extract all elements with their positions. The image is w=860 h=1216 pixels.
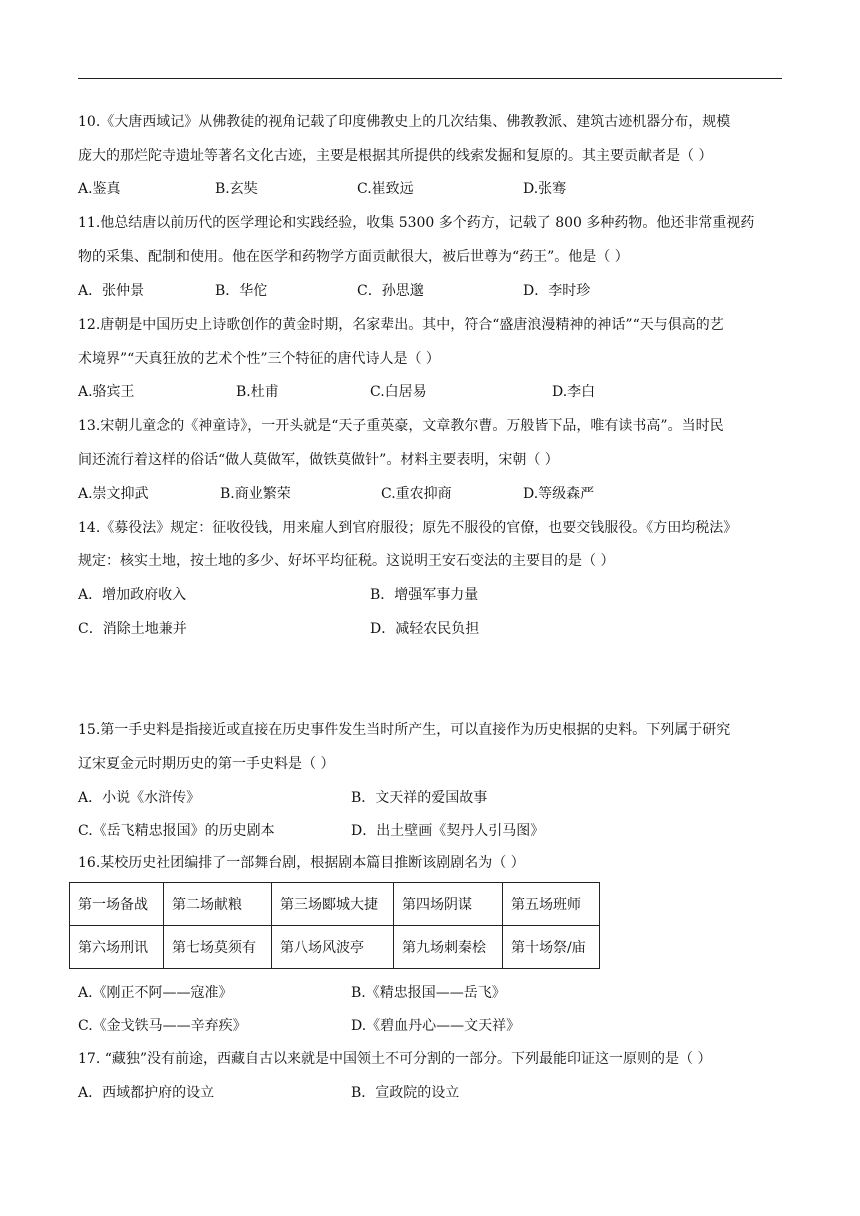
question-15-option-c[interactable]: C.《岳飞精忠报国》的历史剧本 (78, 823, 275, 839)
question-11-option-d[interactable]: D．李时珍 (523, 283, 591, 299)
question-10-text-line-1: 10.《大唐西域记》从佛教徒的视角记载了印度佛教史上的几次结集、佛教教派、建筑古迹机器分布，规模 (78, 114, 731, 130)
question-10-option-d[interactable]: D.张骞 (523, 181, 567, 197)
table-cell: 第十场祭/庙 (503, 926, 600, 969)
question-16-option-b[interactable]: B.《精忠报国——岳飞》 (351, 985, 506, 1001)
question-11-text-line-1: 11.他总结唐以前历代的医学理论和实践经验，收集 5300 多个药方，记载了 800 多种药物。他还非常重视药 (78, 215, 755, 231)
table-cell: 第二场献粮 (164, 883, 272, 926)
question-10-text-line-2: 庞大的那烂陀寺遗址等著名文化古迹，主要是根据其所提供的线索发掘和复原的。其主要贡献者是（ ） (78, 148, 713, 164)
question-11-option-c[interactable]: C．孙思邈 (357, 283, 424, 299)
table-cell: 第六场刑讯 (70, 926, 164, 969)
table-cell: 第四场阴谋 (394, 883, 503, 926)
question-16-option-d[interactable]: D.《碧血丹心——文天祥》 (351, 1018, 521, 1034)
play-scenes-table (69, 882, 600, 969)
question-13-option-a[interactable]: A.崇文抑武 (78, 486, 149, 502)
header-rule (78, 78, 782, 79)
table-cell: 第三场郾城大捷 (272, 883, 394, 926)
table-cell: 第七场莫须有 (164, 926, 272, 969)
question-11-text-line-2: 物的采集、配制和使用。他在医学和药物学方面贡献很大，被后世尊为“药王”。他是（ ） (78, 249, 629, 265)
question-13-text-line-1: 13.宋朝儿童念的《神童诗》，一开头就是“天子重英豪，文章教尔曹。万般皆下品，唯有读书高”。当时民 (78, 418, 724, 434)
question-16-text-line-1: 16.某校历史社团编排了一部舞台剧，根据剧本篇目推断该剧剧名为（ ） (78, 855, 525, 871)
question-15-option-d[interactable]: D．出土壁画《契丹人引马图》 (351, 823, 545, 839)
question-12-option-a[interactable]: A.骆宾王 (78, 384, 135, 400)
question-14-option-c[interactable]: C．消除土地兼并 (78, 621, 187, 637)
question-12-option-c[interactable]: C.白居易 (370, 384, 427, 400)
table-cell: 第五场班师 (503, 883, 600, 926)
question-17-option-b[interactable]: B．宣政院的设立 (351, 1085, 460, 1101)
question-15-option-b[interactable]: B．文天祥的爱国故事 (351, 790, 488, 806)
question-14-text-line-1: 14.《募役法》规定：征收役钱，用来雇人到官府服役；原先不服役的官僚，也要交钱服役。《方田均税法》 (78, 520, 738, 536)
question-10-option-b[interactable]: B.玄奘 (215, 181, 258, 197)
question-12-text-line-2: 术境界”“天真狂放的艺术个性”三个特征的唐代诗人是（ ） (78, 351, 440, 367)
question-15-text-line-2: 辽宋夏金元时期历史的第一手史料是（ ） (78, 756, 335, 772)
question-16-option-a[interactable]: A.《刚正不阿——寇准》 (78, 985, 233, 1001)
table-row (70, 926, 600, 969)
table-cell: 第一场备战 (70, 883, 164, 926)
table-cell: 第八场风波亭 (272, 926, 394, 969)
question-12-option-d[interactable]: D.李白 (552, 384, 596, 400)
question-11-option-b[interactable]: B．华佗 (215, 283, 268, 299)
question-13-option-d[interactable]: D.等级森严 (523, 486, 595, 502)
question-14-option-d[interactable]: D．减轻农民负担 (370, 621, 480, 637)
question-16-option-c[interactable]: C.《金戈铁马——辛弃疾》 (78, 1018, 247, 1034)
question-14-option-b[interactable]: B．增强军事力量 (370, 587, 479, 603)
question-17-option-a[interactable]: A．西域都护府的设立 (78, 1085, 215, 1101)
table-row (70, 883, 600, 926)
question-12-option-b[interactable]: B.杜甫 (236, 384, 279, 400)
question-15-text-line-1: 15.第一手史料是指接近或直接在历史事件发生当时所产生，可以直接作为历史根据的史料。下列属于研究 (78, 722, 731, 738)
question-10-option-c[interactable]: C.崔致远 (357, 181, 414, 197)
question-14-text-line-2: 规定：核实土地，按土地的多少、好坏平均征税。这说明王安石变法的主要目的是（ ） (78, 553, 615, 569)
question-12-text-line-1: 12.唐朝是中国历史上诗歌创作的黄金时期，名家辈出。其中，符合“盛唐浪漫精神的神话”“天与俱高的艺 (78, 317, 724, 333)
question-13-option-b[interactable]: B.商业繁荣 (220, 486, 291, 502)
question-14-option-a[interactable]: A．增加政府收入 (78, 587, 187, 603)
table-cell: 第九场刺秦桧 (394, 926, 503, 969)
question-10-option-a[interactable]: A.鉴真 (78, 181, 121, 197)
question-17-text-line-1: 17. “藏独”没有前途，西藏自古以来就是中国领土不可分割的一部分。下列最能印证这一原则的是（ ） (78, 1051, 712, 1067)
question-11-option-a[interactable]: A．张仲景 (78, 283, 145, 299)
question-13-option-c[interactable]: C.重农抑商 (381, 486, 452, 502)
question-13-text-line-2: 间还流行着这样的俗话“做人莫做军，做铁莫做针”。材料主要表明，宋朝（ ） (78, 452, 559, 468)
question-15-option-a[interactable]: A．小说《水浒传》 (78, 790, 201, 806)
